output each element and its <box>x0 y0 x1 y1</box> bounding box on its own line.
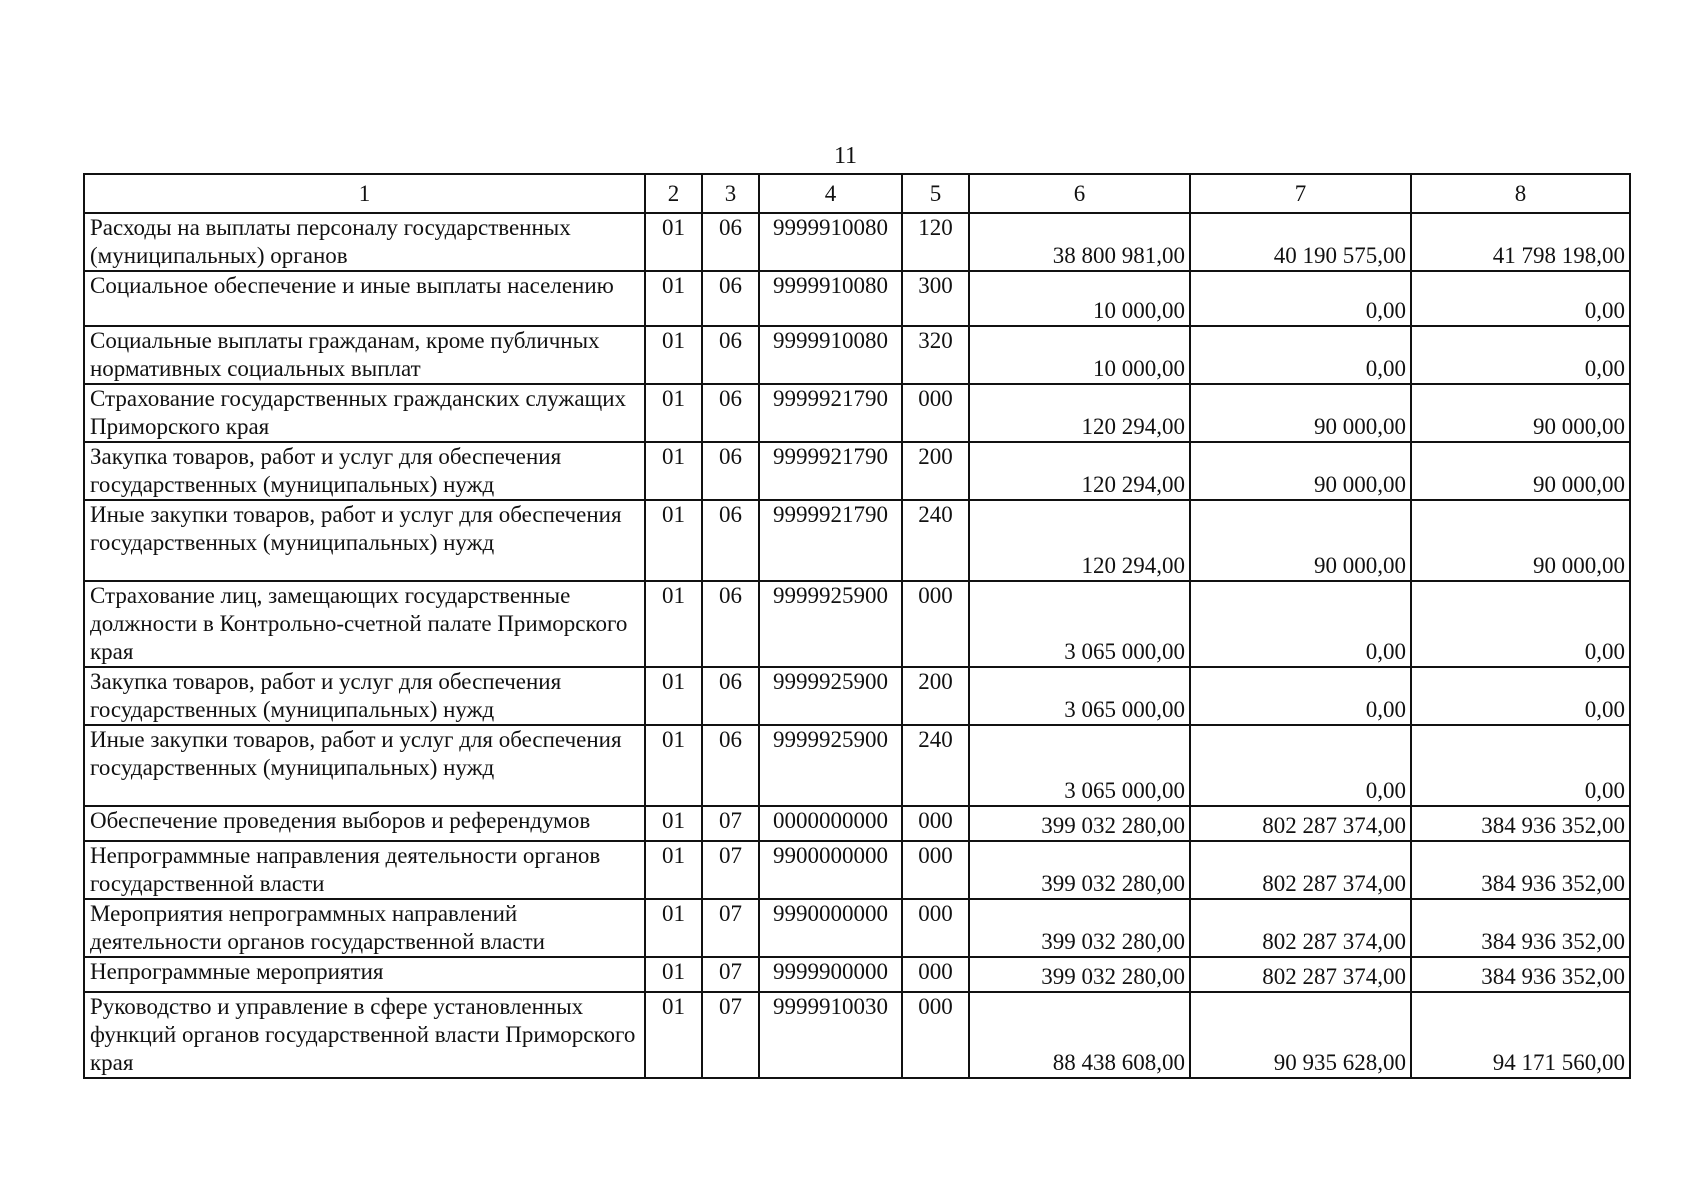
amount-column-8: 90 000,00 <box>1411 442 1630 500</box>
table-row <box>84 326 1630 384</box>
subsection-code: 06 <box>702 213 759 271</box>
amount-column-7: 0,00 <box>1190 725 1411 806</box>
table-row <box>84 841 1630 899</box>
budget-item-name: Непрограммные направления деятельности органов государственной власти <box>84 841 645 899</box>
amount-column-7: 802 287 374,00 <box>1190 957 1411 992</box>
target-article-code: 9999921790 <box>759 500 902 581</box>
target-article-code: 9900000000 <box>759 841 902 899</box>
amount-column-8: 0,00 <box>1411 271 1630 326</box>
amount-column-7: 90 000,00 <box>1190 442 1411 500</box>
table-row <box>84 500 1630 581</box>
target-article-code: 9990000000 <box>759 899 902 957</box>
subsection-code: 07 <box>702 841 759 899</box>
amount-column-8: 384 936 352,00 <box>1411 899 1630 957</box>
budget-item-name: Закупка товаров, работ и услуг для обеспечения государственных (муниципальных) нужд <box>84 667 645 725</box>
amount-column-8: 384 936 352,00 <box>1411 957 1630 992</box>
subsection-code: 06 <box>702 725 759 806</box>
table-body <box>84 213 1630 1078</box>
budget-item-name: Иные закупки товаров, работ и услуг для обеспечения государственных (муниципальных) нужд <box>84 500 645 581</box>
expense-type-code: 000 <box>902 899 969 957</box>
amount-column-7: 0,00 <box>1190 271 1411 326</box>
budget-item-name: Мероприятия непрограммных направлений деятельности органов государственной власти <box>84 899 645 957</box>
amount-column-7: 90 935 628,00 <box>1190 992 1411 1078</box>
amount-column-7: 0,00 <box>1190 581 1411 667</box>
budget-item-name: Расходы на выплаты персоналу государственных (муниципальных) органов <box>84 213 645 271</box>
expense-type-code: 000 <box>902 841 969 899</box>
section-code: 01 <box>645 992 702 1078</box>
amount-column-6: 10 000,00 <box>969 271 1190 326</box>
subsection-code: 06 <box>702 581 759 667</box>
amount-column-7: 90 000,00 <box>1190 500 1411 581</box>
amount-column-8: 384 936 352,00 <box>1411 841 1630 899</box>
amount-column-7: 90 000,00 <box>1190 384 1411 442</box>
subsection-code: 06 <box>702 326 759 384</box>
section-code: 01 <box>645 581 702 667</box>
budget-item-name: Социальные выплаты гражданам, кроме публичных нормативных социальных выплат <box>84 326 645 384</box>
target-article-code: 9999921790 <box>759 442 902 500</box>
amount-column-8: 0,00 <box>1411 581 1630 667</box>
amount-column-8: 0,00 <box>1411 667 1630 725</box>
table-row <box>84 992 1630 1078</box>
expense-type-code: 240 <box>902 500 969 581</box>
amount-column-8: 90 000,00 <box>1411 384 1630 442</box>
table-row <box>84 725 1630 806</box>
amount-column-6: 3 065 000,00 <box>969 581 1190 667</box>
amount-column-6: 38 800 981,00 <box>969 213 1190 271</box>
column-header-7: 7 <box>1190 174 1411 213</box>
amount-column-8: 0,00 <box>1411 725 1630 806</box>
target-article-code: 9999900000 <box>759 957 902 992</box>
table-row <box>84 213 1630 271</box>
table-row <box>84 899 1630 957</box>
column-header-2: 2 <box>645 174 702 213</box>
subsection-code: 06 <box>702 500 759 581</box>
column-header-5: 5 <box>902 174 969 213</box>
amount-column-6: 88 438 608,00 <box>969 992 1190 1078</box>
subsection-code: 06 <box>702 271 759 326</box>
table-row <box>84 581 1630 667</box>
page-number: 11 <box>833 143 858 169</box>
subsection-code: 06 <box>702 667 759 725</box>
amount-column-6: 399 032 280,00 <box>969 841 1190 899</box>
budget-item-name: Непрограммные мероприятия <box>84 957 645 992</box>
amount-column-8: 384 936 352,00 <box>1411 806 1630 841</box>
section-code: 01 <box>645 271 702 326</box>
amount-column-6: 120 294,00 <box>969 500 1190 581</box>
expense-type-code: 200 <box>902 667 969 725</box>
subsection-code: 07 <box>702 992 759 1078</box>
target-article-code: 9999910080 <box>759 271 902 326</box>
budget-item-name: Социальное обеспечение и иные выплаты населению <box>84 271 645 326</box>
table-row <box>84 271 1630 326</box>
expense-type-code: 000 <box>902 992 969 1078</box>
amount-column-8: 41 798 198,00 <box>1411 213 1630 271</box>
amount-column-7: 0,00 <box>1190 667 1411 725</box>
budget-item-name: Страхование лиц, замещающих государственные должности в Контрольно-счетной палате Приморского края <box>84 581 645 667</box>
column-header-3: 3 <box>702 174 759 213</box>
amount-column-7: 802 287 374,00 <box>1190 806 1411 841</box>
target-article-code: 0000000000 <box>759 806 902 841</box>
amount-column-6: 120 294,00 <box>969 442 1190 500</box>
amount-column-8: 90 000,00 <box>1411 500 1630 581</box>
amount-column-6: 399 032 280,00 <box>969 806 1190 841</box>
amount-column-8: 94 171 560,00 <box>1411 992 1630 1078</box>
section-code: 01 <box>645 326 702 384</box>
target-article-code: 9999910080 <box>759 213 902 271</box>
subsection-code: 07 <box>702 899 759 957</box>
table-row <box>84 957 1630 992</box>
table-row <box>84 442 1630 500</box>
budget-item-name: Иные закупки товаров, работ и услуг для обеспечения государственных (муниципальных) нужд <box>84 725 645 806</box>
expense-type-code: 120 <box>902 213 969 271</box>
amount-column-7: 802 287 374,00 <box>1190 899 1411 957</box>
expense-type-code: 000 <box>902 957 969 992</box>
section-code: 01 <box>645 213 702 271</box>
section-code: 01 <box>645 500 702 581</box>
budget-item-name: Страхование государственных гражданских служащих Приморского края <box>84 384 645 442</box>
table-row <box>84 667 1630 725</box>
section-code: 01 <box>645 442 702 500</box>
header-row <box>84 174 1630 213</box>
section-code: 01 <box>645 667 702 725</box>
expense-type-code: 000 <box>902 581 969 667</box>
column-header-6: 6 <box>969 174 1190 213</box>
table-row <box>84 384 1630 442</box>
section-code: 01 <box>645 806 702 841</box>
budget-table <box>83 173 1631 1079</box>
subsection-code: 06 <box>702 384 759 442</box>
section-code: 01 <box>645 957 702 992</box>
expense-type-code: 240 <box>902 725 969 806</box>
expense-type-code: 320 <box>902 326 969 384</box>
amount-column-6: 10 000,00 <box>969 326 1190 384</box>
amount-column-6: 120 294,00 <box>969 384 1190 442</box>
budget-item-name: Руководство и управление в сфере установленных функций органов государственной власти Приморского края <box>84 992 645 1078</box>
subsection-code: 06 <box>702 442 759 500</box>
section-code: 01 <box>645 899 702 957</box>
section-code: 01 <box>645 725 702 806</box>
amount-column-6: 399 032 280,00 <box>969 957 1190 992</box>
column-header-8: 8 <box>1411 174 1630 213</box>
target-article-code: 9999925900 <box>759 581 902 667</box>
column-header-1: 1 <box>84 174 645 213</box>
subsection-code: 07 <box>702 806 759 841</box>
expense-type-code: 000 <box>902 384 969 442</box>
amount-column-6: 3 065 000,00 <box>969 667 1190 725</box>
expense-type-code: 000 <box>902 806 969 841</box>
amount-column-7: 802 287 374,00 <box>1190 841 1411 899</box>
expense-type-code: 200 <box>902 442 969 500</box>
amount-column-6: 3 065 000,00 <box>969 725 1190 806</box>
budget-item-name: Закупка товаров, работ и услуг для обеспечения государственных (муниципальных) нужд <box>84 442 645 500</box>
expense-type-code: 300 <box>902 271 969 326</box>
target-article-code: 9999910030 <box>759 992 902 1078</box>
target-article-code: 9999910080 <box>759 326 902 384</box>
target-article-code: 9999925900 <box>759 667 902 725</box>
amount-column-7: 40 190 575,00 <box>1190 213 1411 271</box>
table-row <box>84 806 1630 841</box>
section-code: 01 <box>645 841 702 899</box>
amount-column-6: 399 032 280,00 <box>969 899 1190 957</box>
amount-column-8: 0,00 <box>1411 326 1630 384</box>
column-header-4: 4 <box>759 174 902 213</box>
target-article-code: 9999925900 <box>759 725 902 806</box>
target-article-code: 9999921790 <box>759 384 902 442</box>
amount-column-7: 0,00 <box>1190 326 1411 384</box>
subsection-code: 07 <box>702 957 759 992</box>
section-code: 01 <box>645 384 702 442</box>
budget-item-name: Обеспечение проведения выборов и референдумов <box>84 806 645 841</box>
